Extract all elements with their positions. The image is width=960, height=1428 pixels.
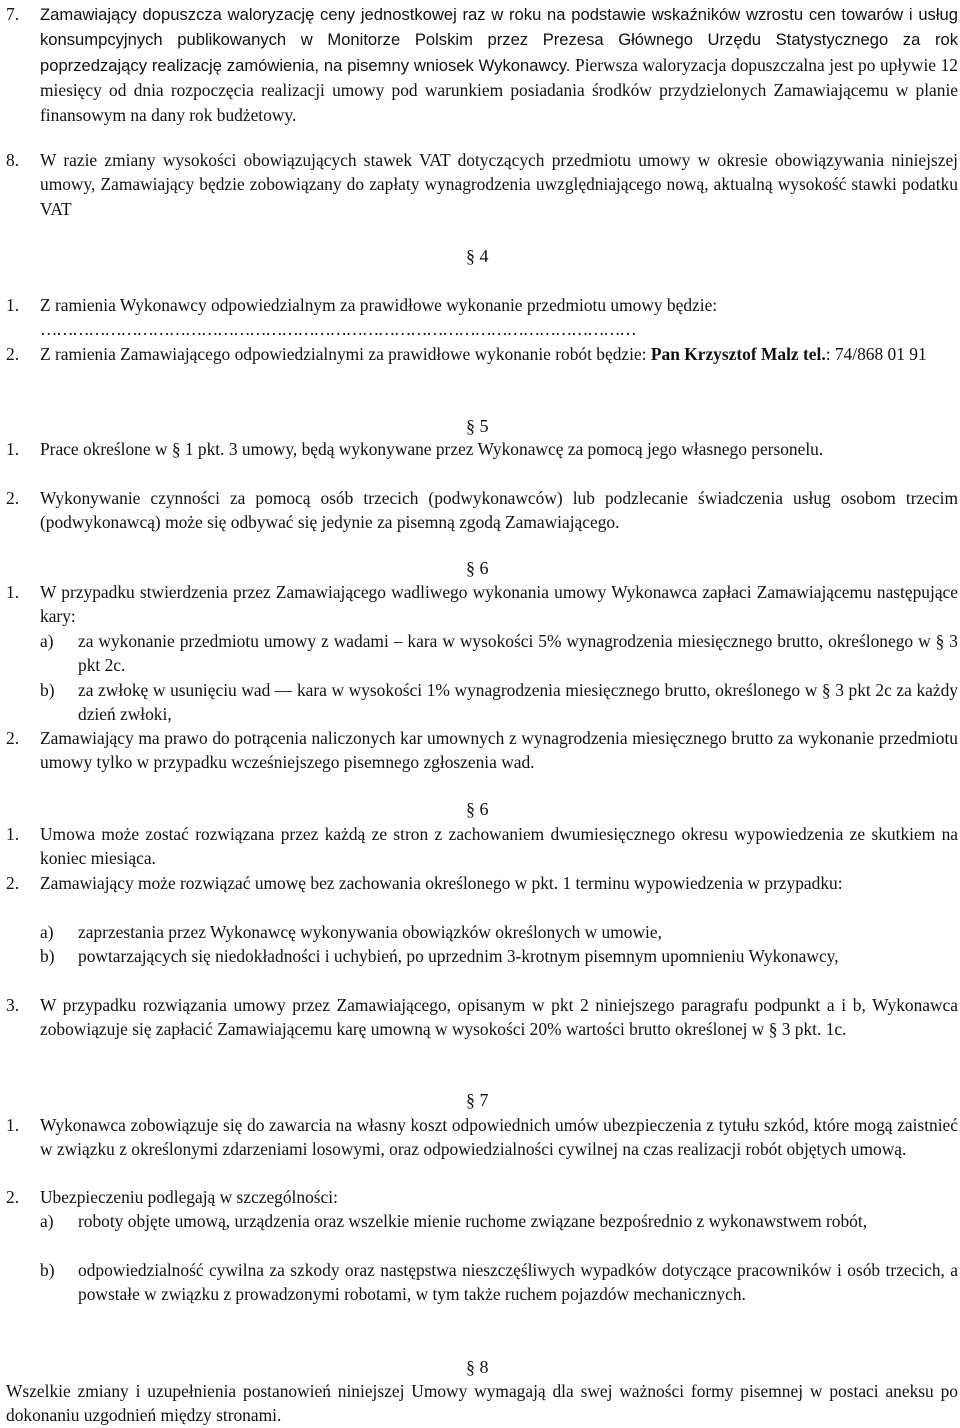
- s6b-item-b: [40, 944, 958, 968]
- section-heading-8: § 8: [466, 1357, 489, 1377]
- item-text: Zamawiający może rozwiązać umowę bez zachowania określonego w pkt. 1 terminu wypowiedzenia w przypadku:: [40, 873, 843, 893]
- item-number: 3.: [6, 995, 20, 1015]
- item-number: 1.: [6, 582, 20, 602]
- s7-item-b: [40, 1258, 958, 1307]
- item-text: [40, 293, 958, 342]
- item-number: 1.: [6, 439, 20, 459]
- item-text: W przypadku rozwiązania umowy przez Zamawiającego, opisanym w pkt 2 niniejszego paragrafu podpunkt a i b, Wykonawca zobowiązuje się zapłacić Zamawiającemu karę umowną w wysokości 20% wartości brutto określonej w § 3 pkt. 1c.: [40, 995, 958, 1040]
- s4-item-2: [6, 342, 958, 366]
- section-heading-7: § 7: [466, 1090, 489, 1110]
- section-heading-6: § 6: [466, 558, 489, 578]
- subitem-letter: b): [40, 946, 55, 966]
- item-number: 8.: [6, 150, 20, 170]
- s5-item-1: [6, 437, 958, 461]
- item-7-sans-text: Zamawiający dopuszcza waloryzację ceny jednostkowej raz w roku na podstawie wskaźników wzrostu cen towarów i usług konsumpcyjnych publikowanych w Monitorze Polskim przez Prezesa Głównego Urzędu Statystycznego za rok poprzedzający realizację zamówienia, na pisemny wniosek Wykonawcy.: [40, 5, 958, 75]
- section-heading-4: § 4: [466, 246, 489, 266]
- item-number: 7.: [6, 4, 20, 24]
- subitem-letter: b): [40, 1260, 55, 1280]
- item-number: 2.: [6, 1187, 20, 1207]
- item-text: zaprzestania przez Wykonawcę wykonywania obowiązków określonych w umowie,: [78, 922, 662, 942]
- subitem-letter: a): [40, 631, 54, 651]
- s7-item-1: [6, 1113, 958, 1162]
- s7-item-a: [40, 1209, 958, 1233]
- item-number: 1.: [6, 824, 20, 844]
- item-7: [6, 2, 958, 127]
- item-text: Zamawiający ma prawo do potrącenia naliczonych kar umownych z wynagrodzenia miesięcznego brutto za wykonanie przedmiotu umowy tylko w przypadku wcześniejszego pisemnego zgłoszenia wad.: [40, 728, 958, 773]
- contact-name: Pan Krzysztof Malz tel.: [650, 344, 826, 364]
- s6b-item-a: [40, 920, 958, 944]
- item-number: 1.: [6, 295, 20, 315]
- s6b-item-3: [6, 993, 958, 1042]
- item-number: 2.: [6, 344, 20, 364]
- s7-item-2: [6, 1185, 958, 1209]
- item-text: powtarzających się niedokładności i uchybień, po uprzednim 3-krotnym pisemnym upomnieniu Wykonawcy,: [78, 946, 839, 966]
- item-text: odpowiedzialność cywilna za szkody oraz następstwa nieszczęśliwych wypadków dotyczące pracowników i osób trzecich, a powstałe w związku z prowadzonymi robotami, w tym także ruchem pojazdów mechanicznych.: [78, 1260, 958, 1305]
- item-text: Wykonawca zobowiązuje się do zawarcia na własny koszt odpowiednich umów ubezpieczenia z tytułu szkód, które mogą zaistnieć w związku z określonymi zdarzeniami losowymi, oraz odpowiedzialności cywilnej na czas realizacji robót objętych umową.: [40, 1115, 958, 1160]
- item-8: [6, 148, 958, 221]
- s6b-item-1: [6, 822, 958, 871]
- item-number: 2.: [6, 728, 20, 748]
- item-text: roboty objęte umową, urządzenia oraz wszelkie mienie ruchome związane bezpośrednio z wykonawstwem robót,: [78, 1211, 868, 1231]
- item-text: W razie zmiany wysokości obowiązujących stawek VAT dotyczących przedmiotu umowy w okresie obowiązywania niniejszej umowy, Zamawiający będzie zobowiązany do zapłaty wynagrodzenia uwzględniającego nową, aktualną wysokość stawki podatku VAT: [40, 150, 958, 219]
- item-text: Wykonywanie czynności za pomocą osób trzecich (podwykonawców) lub podzlecanie świadczenia usług osobom trzecim (podwykonawcą) może się odbywać się jedynie za pisemną zgodą Zamawiającego.: [40, 488, 958, 533]
- s8-text: Wszelkie zmiany i uzupełnienia postanowień niniejszej Umowy wymagają dla swej ważności formy pisemnej w postaci aneksu po dokonaniu uzgodnień między stronami.: [6, 1381, 958, 1426]
- subitem-letter: a): [40, 1211, 54, 1231]
- section-heading-6-second: § 6: [466, 799, 489, 819]
- subitem-letter: b): [40, 680, 55, 700]
- item-text: W przypadku stwierdzenia przez Zamawiającego wadliwego wykonania umowy Wykonawca zapłaci Zamawiającemu następujące kary:: [40, 582, 958, 627]
- s6a-item-a: [40, 629, 958, 678]
- item-text: [40, 2, 958, 127]
- item-text: [40, 342, 958, 366]
- s4-item-2-text: Z ramienia Zamawiającego odpowiedzialnymi za prawidłowe wykonanie robót będzie:: [40, 344, 647, 364]
- section-heading-5: § 5: [466, 416, 489, 436]
- item-text: Ubezpieczeniu podlegają w szczególności:: [40, 1187, 338, 1207]
- s6b-item-2: [6, 871, 958, 895]
- s6a-item-1: [6, 580, 958, 629]
- s6a-item-2: [6, 726, 958, 775]
- item-text: Prace określone w § 1 pkt. 3 umowy, będą wykonywane przez Wykonawcę za pomocą jego własnego personelu.: [40, 439, 824, 459]
- item-text: za zwłokę w usunięciu wad — kara w wysokości 1% wynagrodzenia miesięcznego brutto, określonego w § 3 pkt 2c za każdy dzień zwłoki,: [78, 680, 958, 725]
- contact-phone: : 74/868 01 91: [825, 344, 927, 364]
- subitem-letter: a): [40, 922, 54, 942]
- item-number: 1.: [6, 1115, 20, 1135]
- item-number: 2.: [6, 873, 20, 893]
- item-number: 2.: [6, 488, 20, 508]
- s5-item-2: [6, 486, 958, 535]
- s6a-item-b: [40, 678, 958, 727]
- dotted-fill-line: …………………………………………………………………………………………………: [40, 319, 636, 340]
- item-text: za wykonanie przedmiotu umowy z wadami – kara w wysokości 5% wynagrodzenia miesięcznego brutto, określonego w § 3 pkt 2c.: [78, 631, 958, 676]
- item-text: Umowa może zostać rozwiązana przez każdą ze stron z zachowaniem dwumiesięcznego okresu wypowiedzenia ze skutkiem na koniec miesiąca.: [40, 824, 958, 869]
- item-7-serif-text: Pierwsza waloryzacja dopuszczalna jest po upływie 12 miesięcy od dnia rozpoczęcia realizacji umowy pod warunkiem posiadania środków przydzielonych Zamawiającemu w planie finansowym na dany rok budżetowy.: [40, 54, 958, 125]
- s4-item-1: [6, 293, 958, 342]
- s4-item-1-text: Z ramienia Wykonawcy odpowiedzialnym za prawidłowe wykonanie przedmiotu umowy będzie:: [40, 295, 718, 315]
